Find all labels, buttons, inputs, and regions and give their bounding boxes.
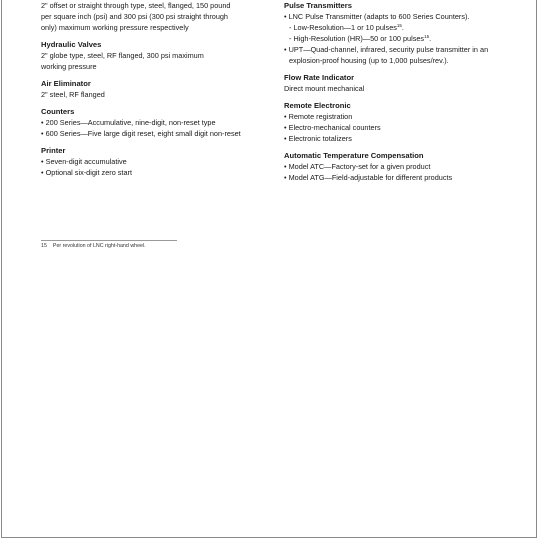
list-item: • Seven-digit accumulative <box>41 156 267 167</box>
sub-list-item: - Low-Resolution—1 or 10 pulses$^{15}$. <box>284 22 496 33</box>
list-item: • Remote registration <box>284 111 496 122</box>
footnote-number: 15 <box>41 243 47 249</box>
list-item: • Optional six-digit zero start <box>41 167 267 178</box>
section-heading: Hydraulic Valves <box>41 40 102 49</box>
left-column <box>41 0 267 184</box>
section-heading: Printer <box>41 146 66 155</box>
footnote-text: Per revolution of LNC right-hand wheel. <box>52 243 146 249</box>
list-item: • 600 Series—Five large digit reset, eight small digit non-reset <box>41 128 267 139</box>
sub-item-text: High-Resolution (HR)—50 or 100 pulses <box>293 34 425 43</box>
air-eliminator-section <box>41 78 267 100</box>
list-item: • Electro-mechanical counters <box>284 122 496 133</box>
section-heading: Flow Rate Indicator <box>284 73 355 82</box>
list-item: • UPT—Quad-channel, infrared, security pulse transmitter in an explosion-proof housing (up to 1,000 pulses/rev.). <box>284 44 496 66</box>
footnote-ref[interactable]: 15 <box>424 34 430 39</box>
counters-section <box>41 106 267 139</box>
hydraulic-valves-section <box>41 39 267 72</box>
flow-rate-section <box>284 72 496 94</box>
remote-electronic-section <box>284 100 496 144</box>
sub-list-item: - High-Resolution (HR)—50 or 100 pulses$^{15}$. <box>284 33 496 44</box>
footnote-ref[interactable]: 15 <box>396 23 402 28</box>
section-line: working pressure <box>41 62 97 71</box>
list-item: • Electronic totalizers <box>284 133 496 144</box>
printer-section <box>41 145 267 178</box>
section-heading: Pulse Transmitters <box>284 1 352 10</box>
section-text: 2" steel, RF flanged <box>41 90 105 99</box>
section-heading: Counters <box>41 107 75 116</box>
section-heading: Automatic Temperature Compensation <box>284 151 424 160</box>
sub-item-text: Low-Resolution—1 or 10 pulses <box>293 23 397 32</box>
intro-paragraph <box>41 0 267 33</box>
right-column <box>284 0 496 189</box>
section-heading: Remote Electronic <box>284 101 351 110</box>
section-text: Direct mount mechanical <box>284 84 365 93</box>
intro-line: 2" offset or straight through type, steel, flanged, 150 pound <box>41 1 231 10</box>
section-heading: Air Eliminator <box>41 79 91 88</box>
list-item: • Model ATG—Field-adjustable for different products <box>284 172 496 183</box>
intro-line: per square inch (psi) and 300 psi (300 psi straight through <box>41 12 228 21</box>
list-item: • 200 Series—Accumulative, nine-digit, non-reset type <box>41 117 267 128</box>
list-item: • LNC Pulse Transmitter (adapts to 600 Series Counters). <box>284 11 496 22</box>
section-line: 2" globe type, steel, RF flanged, 300 psi maximum <box>41 51 204 60</box>
footnote <box>41 243 146 250</box>
intro-line: only) maximum working pressure respectively <box>41 23 189 32</box>
temperature-compensation-section <box>284 150 496 183</box>
footnote-divider <box>41 240 177 241</box>
pulse-transmitters-section <box>284 0 496 66</box>
list-item: • Model ATC—Factory-set for a given product <box>284 161 496 172</box>
